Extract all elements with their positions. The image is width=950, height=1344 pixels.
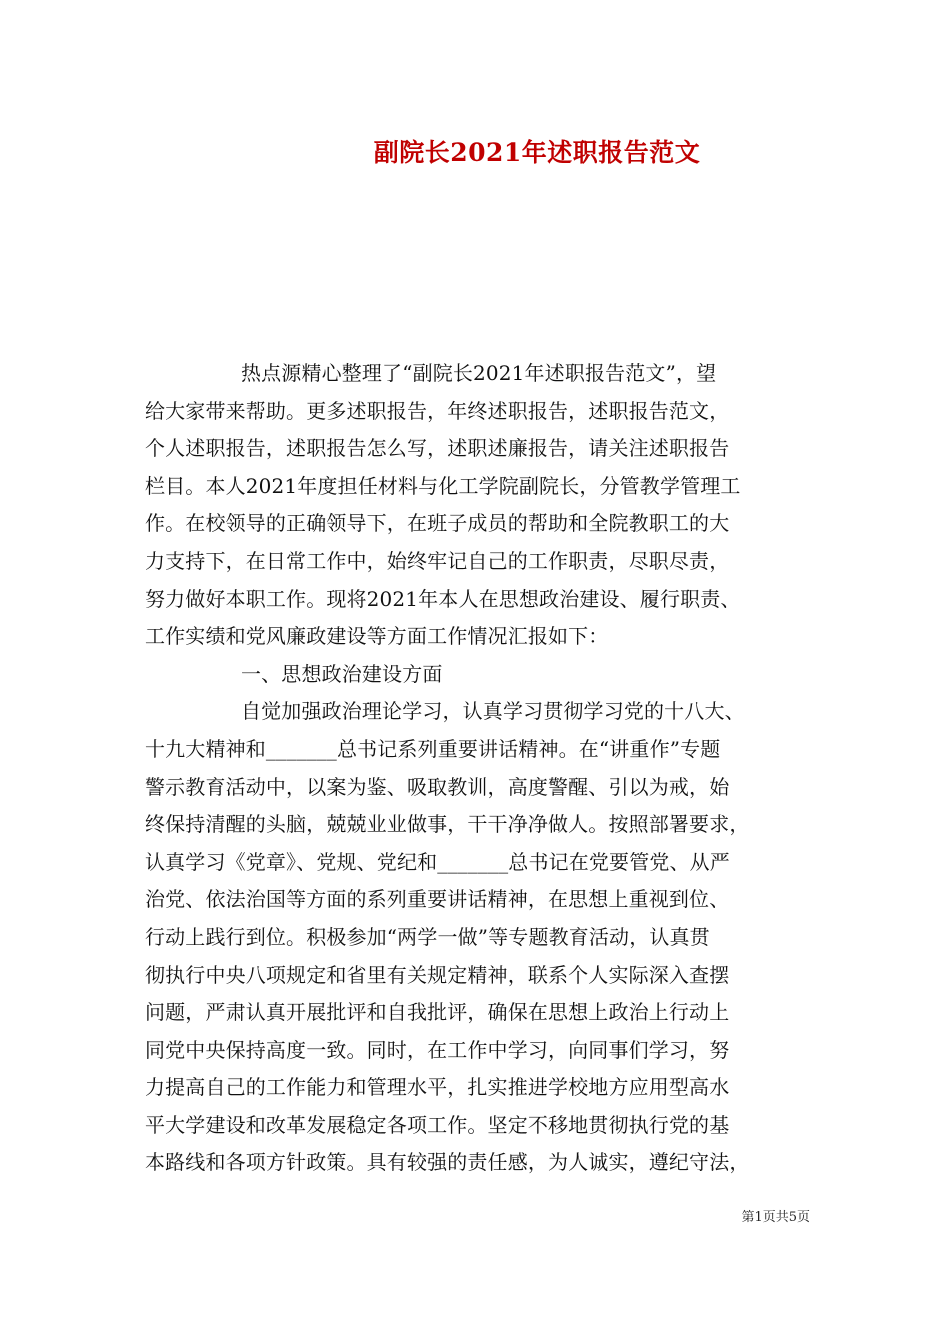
document-title: 副院长2021年述职报告范文 bbox=[373, 138, 701, 167]
text-line: 警示教育活动中，以案为鉴、吸取教训，高度警醒、引以为戒，始 bbox=[145, 774, 730, 799]
text-line: 努力做好本职工作。现将2021年本人在思想政治建设、履行职责、 bbox=[145, 586, 741, 611]
text-line: 热点源精心整理了“副院长2021年述职报告范文”，望 bbox=[241, 361, 717, 385]
document-body bbox=[145, 355, 810, 1182]
text-line: 问题，严肃认真开展批评和自我批评，确保在思想上政治上行动上 bbox=[145, 1000, 730, 1025]
text-line: 力提高自己的工作能力和管理水平，扎实推进学校地方应用型高水 bbox=[145, 1075, 730, 1100]
text-line: 认真学习《党章》、党规、党纪和_______总书记在党要管党、从严 bbox=[145, 849, 730, 874]
text-line: 治党、依法治国等方面的系列重要讲话精神，在思想上重视到位、 bbox=[145, 887, 730, 912]
text-line: 工作实绩和党风廉政建设等方面工作情况汇报如下： bbox=[145, 624, 609, 649]
text-line: 同党中央保持高度一致。同时，在工作中学习，向同事们学习，努 bbox=[145, 1037, 730, 1062]
text-line: 十九大精神和_______总书记系列重要讲话精神。在“讲重作”专题 bbox=[145, 736, 721, 761]
text-line: 终保持清醒的头脑，兢兢业业做事，干干净净做人。按照部署要求， bbox=[145, 812, 750, 837]
text-line: 给大家带来帮助。更多述职报告，年终述职报告，述职报告范文， bbox=[145, 398, 730, 423]
text-line: 力支持下，在日常工作中，始终牢记自己的工作职责，尽职尽责， bbox=[145, 548, 730, 573]
page-number: 第1页共5页 bbox=[741, 1210, 810, 1225]
text-line: 自觉加强政治理论学习，认真学习贯彻学习党的十八大、 bbox=[241, 699, 745, 724]
text-line: 一、思想政治建设方面 bbox=[241, 661, 443, 686]
text-line: 个人述职报告，述职报告怎么写，述职述廉报告，请关注述职报告 bbox=[145, 436, 730, 461]
text-line: 行动上践行到位。积极参加“两学一做”等专题教育活动，认真贯 bbox=[145, 924, 710, 949]
text-line: 彻执行中央八项规定和省里有关规定精神，联系个人实际深入查摆 bbox=[145, 962, 730, 987]
text-line: 本路线和各项方针政策。具有较强的责任感，为人诚实，遵纪守法， bbox=[145, 1150, 750, 1175]
text-line: 作。在校领导的正确领导下，在班子成员的帮助和全院教职工的大 bbox=[145, 511, 730, 536]
text-line: 栏目。本人2021年度担任材料与化工学院副院长，分管教学管理工 bbox=[145, 473, 741, 498]
text-line: 平大学建设和改革发展稳定各项工作。坚定不移地贯彻执行党的基 bbox=[145, 1112, 730, 1137]
